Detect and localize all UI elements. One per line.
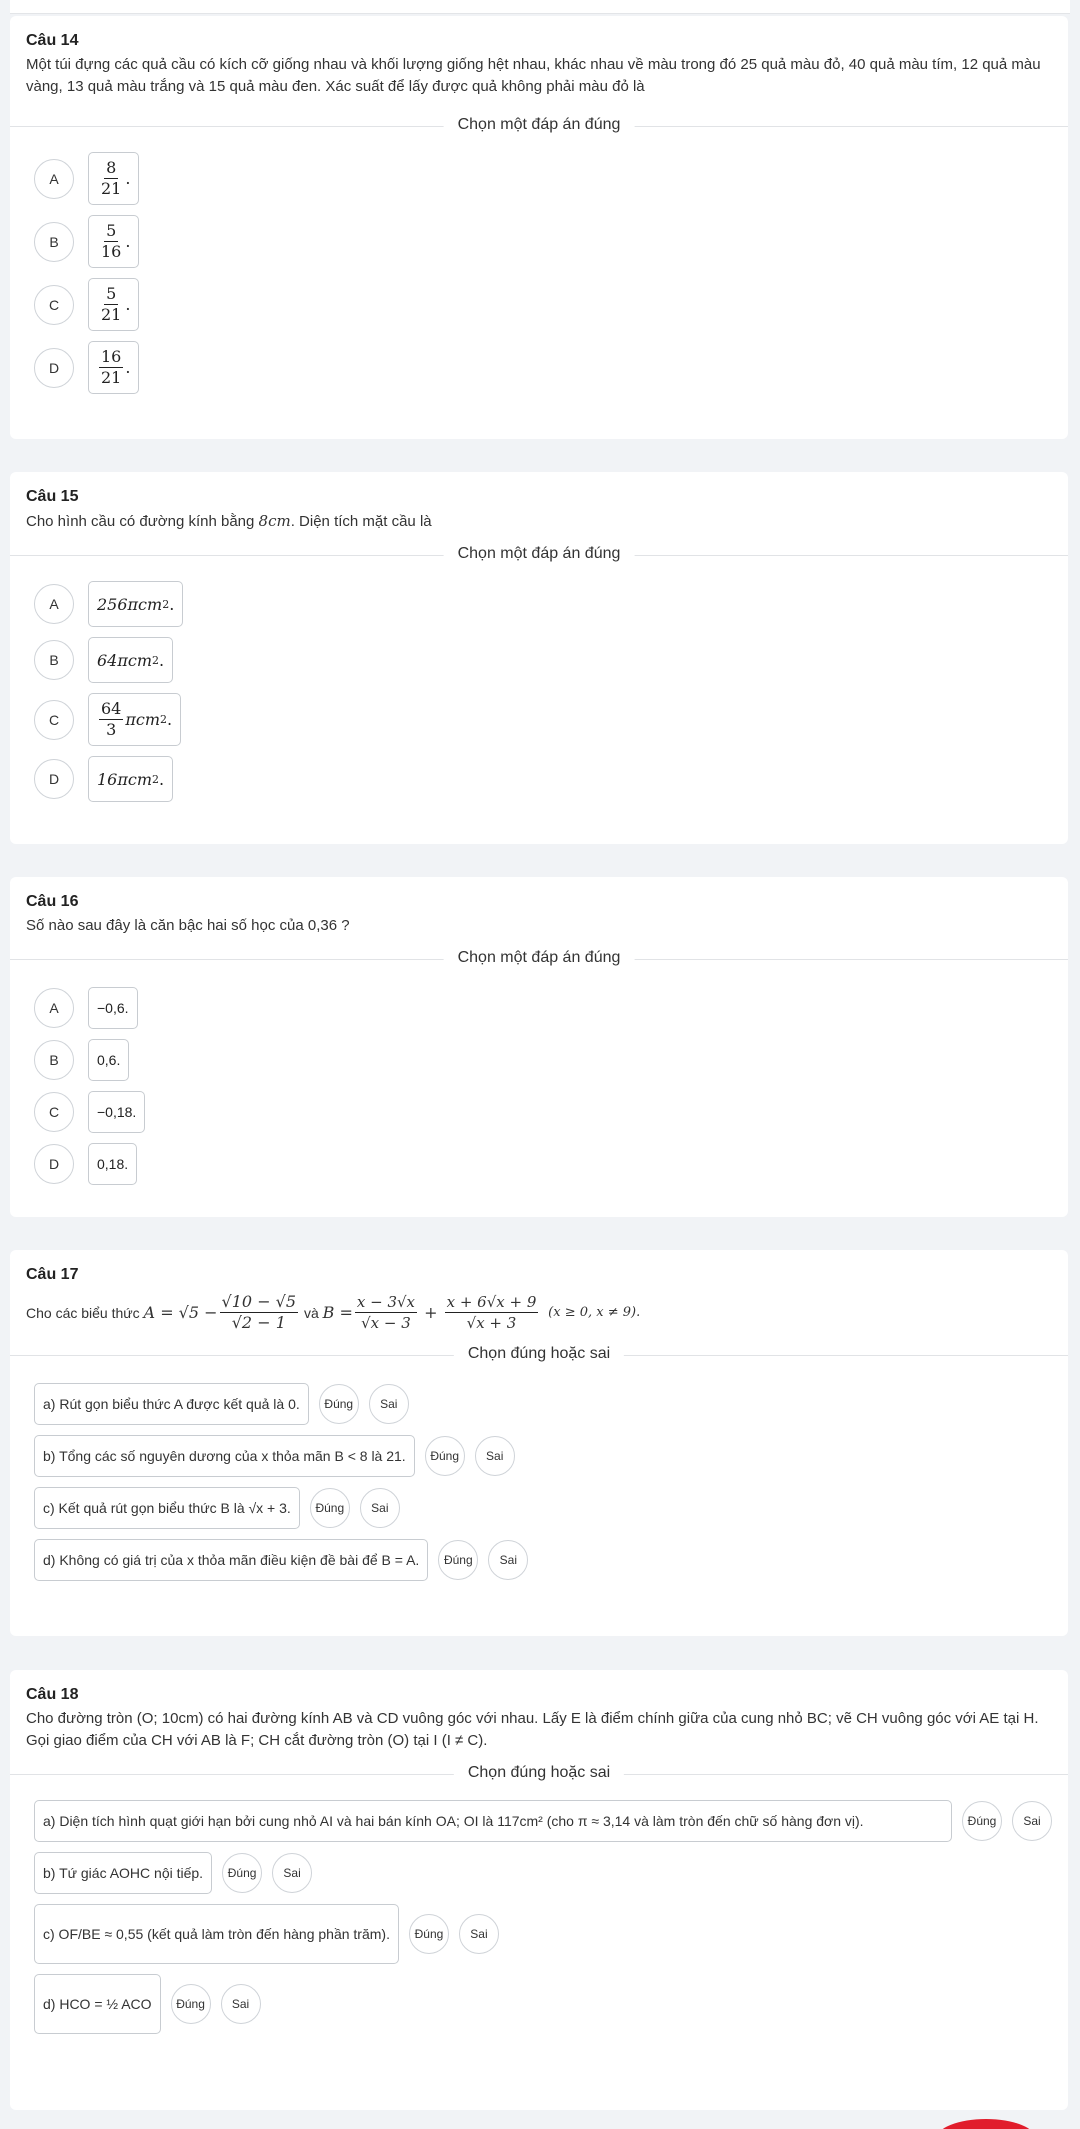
false-button[interactable]: Sai: [360, 1488, 400, 1528]
option-c[interactable]: [34, 693, 1052, 746]
option-a[interactable]: [34, 987, 1052, 1029]
option-a[interactable]: [34, 152, 1052, 205]
option-letter[interactable]: A: [34, 584, 74, 624]
question-card-15: [10, 472, 1068, 844]
option-letter[interactable]: B: [34, 1040, 74, 1080]
statement-text: a) Diện tích hình quạt giới hạn bởi cung nhỏ AI và hai bán kính OA; OI là 117cm² (cho π ≈ 3,14 và làm tròn đến chữ số hàng đơn vị).: [34, 1800, 952, 1842]
question-title: Câu 18: [26, 1686, 79, 1703]
false-button[interactable]: Sai: [369, 1384, 409, 1424]
true-button[interactable]: Đúng: [319, 1384, 359, 1424]
false-button[interactable]: Sai: [475, 1436, 515, 1476]
option-value[interactable]: 64πcm 2 .: [88, 637, 173, 683]
option-value[interactable]: 0,18.: [88, 1143, 137, 1185]
false-button[interactable]: Sai: [459, 1914, 499, 1954]
option-letter[interactable]: C: [34, 700, 74, 740]
statement-text: c) OF/BE ≈ 0,55 (kết quả làm tròn đến hàng phần trăm).: [34, 1904, 399, 1964]
option-letter[interactable]: A: [34, 988, 74, 1028]
statement-d: [34, 1974, 1052, 2034]
answer-instruction: Chọn một đáp án đúng: [444, 545, 635, 563]
statement-text: d) Không có giá trị của x thỏa mãn điều kiện đề bài để B = A.: [34, 1539, 428, 1581]
question-card-14: [10, 16, 1068, 439]
question-text: Cho đường tròn (O; 10cm) có hai đường kính AB và CD vuông góc với nhau. Lấy E là điểm chính giữa của cung nhỏ BC; vẽ CH vuông góc với AE tại H. Gọi giao điểm của CH với AB là F; CH cắt đường tròn (O) tại I (I ≠ C).: [26, 1710, 1039, 1749]
option-letter[interactable]: B: [34, 222, 74, 262]
statement-a: [34, 1800, 1052, 1842]
question-title: Câu 17: [26, 1266, 79, 1283]
option-b[interactable]: [34, 637, 1052, 683]
statement-text: d) HCO = ½ ACO: [34, 1974, 161, 2034]
answer-instruction: Chọn một đáp án đúng: [444, 949, 635, 967]
option-value[interactable]: −0,18.: [88, 1091, 145, 1133]
option-a[interactable]: [34, 581, 1052, 627]
true-button[interactable]: Đúng: [310, 1488, 350, 1528]
false-button[interactable]: Sai: [488, 1540, 528, 1580]
option-b[interactable]: [34, 215, 1052, 268]
option-d[interactable]: [34, 341, 1052, 394]
option-value[interactable]: $\frac{5}{16}$ .: [88, 215, 139, 268]
question-text: Số nào sau đây là căn bậc hai số học của 0,36 ?: [26, 917, 350, 934]
question-card-18: [10, 1670, 1068, 2110]
question-title: Câu 14: [26, 32, 79, 49]
true-button[interactable]: Đúng: [409, 1914, 449, 1954]
question-card-16: [10, 877, 1068, 1217]
option-b[interactable]: [34, 1039, 1052, 1081]
true-button[interactable]: Đúng: [425, 1436, 465, 1476]
option-d[interactable]: [34, 756, 1052, 802]
previous-card-bottom: [10, 0, 1070, 14]
option-letter[interactable]: D: [34, 348, 74, 388]
false-button[interactable]: Sai: [1012, 1801, 1052, 1841]
option-value[interactable]: 0,6.: [88, 1039, 129, 1081]
option-value[interactable]: $\frac{5}{21}$ .: [88, 278, 139, 331]
true-button[interactable]: Đúng: [222, 1853, 262, 1893]
option-letter[interactable]: D: [34, 1144, 74, 1184]
statement-a: [34, 1383, 1052, 1425]
statement-c: [34, 1487, 1052, 1529]
true-button[interactable]: Đúng: [171, 1984, 211, 2024]
true-button[interactable]: Đúng: [438, 1540, 478, 1580]
statement-b: [34, 1435, 1052, 1477]
option-letter[interactable]: C: [34, 285, 74, 325]
option-value[interactable]: −0,6.: [88, 987, 138, 1029]
question-text: Một túi đựng các quả cầu có kích cỡ giống nhau và khối lượng giống hệt nhau, khác nhau về màu trong đó 25 quả màu đỏ, 40 quả màu tím, 12 quả màu vàng, 13 quả màu trắng và 15 quả màu đen. Xác suất để lấy được quả không phải màu đỏ là: [26, 56, 1041, 95]
option-value[interactable]: $\frac{8}{21}$ .: [88, 152, 139, 205]
statement-text: a) Rút gọn biểu thức A được kết quả là 0.: [34, 1383, 309, 1425]
question-title: Câu 15: [26, 488, 79, 505]
option-value[interactable]: 256πcm 2 .: [88, 581, 183, 627]
answer-instruction: Chọn một đáp án đúng: [444, 116, 635, 134]
option-value[interactable]: $\frac{16}{21}$ .: [88, 341, 139, 394]
option-letter[interactable]: C: [34, 1092, 74, 1132]
option-d[interactable]: [34, 1143, 1052, 1185]
question-text: Cho các biểu thức A = √5 − $\frac{√10 - √5}{√2 - 1}$ và B = $\frac{x - 3√x}{√x - 3}$ + $\frac{x + 6√x + 9}{√x + 3}$ (x ≥ 0, x ≠ 9).: [26, 1292, 641, 1332]
question-text: Cho hình cầu có đường kính bằng 8cm. Diện tích mặt cầu là: [26, 512, 432, 530]
statement-d: [34, 1539, 1052, 1581]
option-c[interactable]: [34, 278, 1052, 331]
statement-text: b) Tứ giác AOHC nội tiếp.: [34, 1852, 212, 1894]
statement-b: [34, 1852, 1052, 1894]
option-value[interactable]: 16πcm 2 .: [88, 756, 173, 802]
statement-c: [34, 1904, 1052, 1964]
floating-action-button[interactable]: [936, 2119, 1036, 2129]
false-button[interactable]: Sai: [221, 1984, 261, 2024]
false-button[interactable]: Sai: [272, 1853, 312, 1893]
option-letter[interactable]: A: [34, 159, 74, 199]
question-card-17: [10, 1250, 1068, 1636]
question-title: Câu 16: [26, 893, 79, 910]
option-letter[interactable]: B: [34, 640, 74, 680]
statement-text: c) Kết quả rút gọn biểu thức B là √x + 3.: [34, 1487, 300, 1529]
answer-instruction: Chọn đúng hoặc sai: [454, 1764, 624, 1782]
option-value[interactable]: $\frac{64}{3}$ πcm 2 .: [88, 693, 181, 746]
option-letter[interactable]: D: [34, 759, 74, 799]
answer-instruction: Chọn đúng hoặc sai: [454, 1345, 624, 1363]
option-c[interactable]: [34, 1091, 1052, 1133]
statement-text: b) Tổng các số nguyên dương của x thỏa mãn B < 8 là 21.: [34, 1435, 415, 1477]
true-button[interactable]: Đúng: [962, 1801, 1002, 1841]
